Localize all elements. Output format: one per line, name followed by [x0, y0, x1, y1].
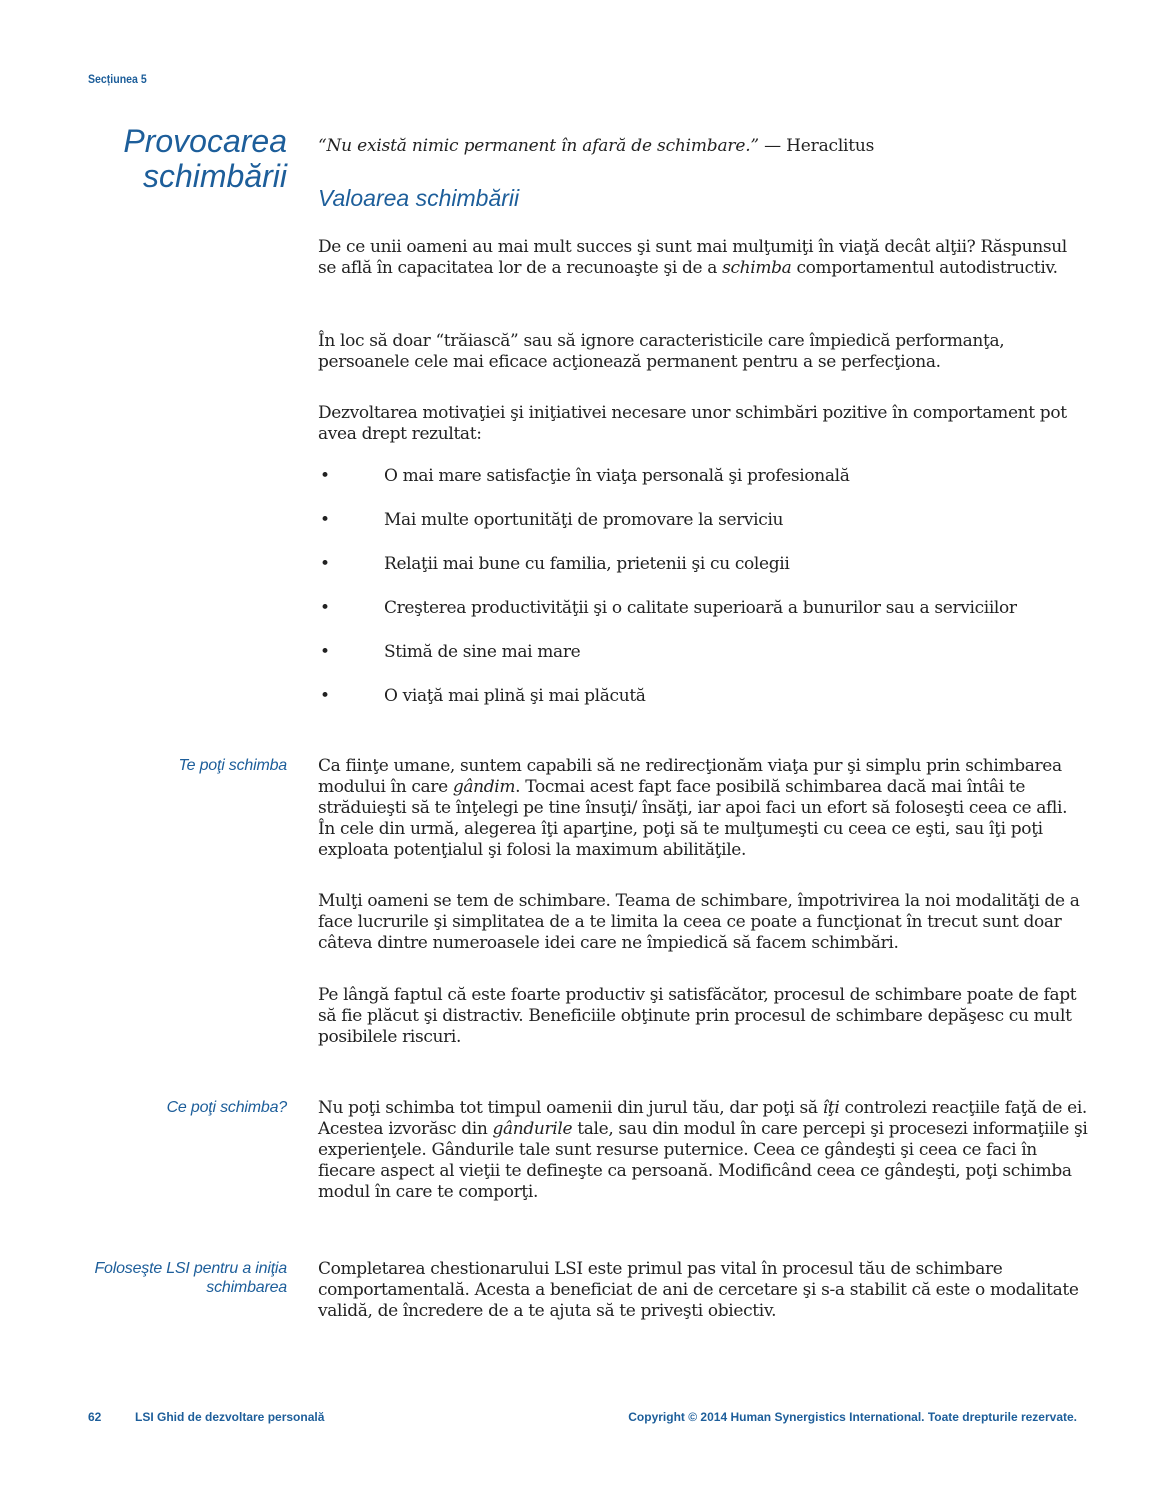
- quote-author: Heraclitus: [786, 136, 875, 156]
- list-item: • Mai multe oportunităţi de promovare la serviciu: [320, 510, 784, 530]
- intro-paragraph-3: Dezvoltarea motivaţiei şi iniţiativei necesare unor schimbări pozitive în comportament pot avea drept rezultat:: [318, 403, 1067, 444]
- epigraph-quote: [318, 134, 874, 158]
- bullet-icon: •: [320, 554, 330, 574]
- bullet-icon: •: [320, 686, 330, 706]
- quote-dash: —: [764, 136, 781, 156]
- change-paragraph-2: Mulţi oameni se tem de schimbare. Teama de schimbare, împotrivirea la noi modalităţi de a face lucrurile şi simplitatea de a te limita la ceea ce poate a funcţionat în trecut sunt doar câteva dintre numeroasele idei care ne împiedică să facem schimbări.: [318, 891, 1080, 953]
- list-item: • Stimă de sine mai mare: [320, 642, 581, 662]
- lsi-paragraph: Completarea chestionarului LSI este primul pas vital în procesul tău de schimbare comportamentală. Acesta a beneficiat de ani de cercetare şi s-a stabilit că este o modalitate validă, de încredere de a te ajuta să te priveşti obiectiv.: [318, 1259, 1079, 1321]
- change-paragraph-1: Ca fiinţe umane, suntem capabili să ne redirecţionăm viaţa pur şi simplu prin schimbarea modului în care gândim. Tocmai acest fapt face posibilă schimbarea dacă mai întâi te străduieşti să te înţelegi pe tine însuţi/ însăţi, iar apoi faci un efort să foloseşti ceea ce afli. În cele din urmă, alegerea îţi aparţine, poţi să te mulţumeşti cu ceea ce eşti, sau îţi poţi exploata potenţialul şi folosi la maximum abilităţile.: [318, 756, 1068, 860]
- benefits-list: [318, 466, 1098, 730]
- page-title: [27, 124, 287, 194]
- list-item: • O mai mare satisfacţie în viaţa personală şi profesională: [320, 466, 850, 486]
- bullet-icon: •: [320, 642, 330, 662]
- side-heading-lsi: Foloseşte LSI pentru a iniţia schimbarea: [94, 1260, 287, 1296]
- page-title-line-2: schimbării: [142, 158, 287, 194]
- bullet-icon: •: [320, 598, 330, 618]
- side-heading-what: Ce poţi schimba?: [166, 1099, 287, 1116]
- page-title-line-1: Provocarea: [123, 123, 287, 159]
- list-item: • O viaţă mai plină şi mai plăcută: [320, 686, 646, 706]
- intro-paragraph-2: În loc să doar “trăiască” sau să ignore caracteristicile care împiedică performanţa, persoanele cele mai eficace acţionează permanent pentru a se perfecţiona.: [318, 331, 1005, 372]
- quote-text: “Nu există nimic permanent în afară de schimbare.”: [318, 136, 759, 156]
- page-number: 62: [88, 1410, 102, 1424]
- change-paragraph-3: Pe lângă faptul că este foarte productiv şi satisfăcător, procesul de schimbare poate de fapt să fie plăcut şi distractiv. Beneficiile obţinute prin procesul de schimbare depăşesc cu mult posibilele riscuri.: [318, 985, 1077, 1047]
- book-title: LSI Ghid de dezvoltare personală: [135, 1410, 325, 1424]
- bullet-icon: •: [320, 510, 330, 530]
- subheading: Valoarea schimbării: [318, 185, 520, 211]
- side-heading-change: Te poţi schimba: [178, 757, 287, 774]
- copyright: Copyright © 2014 Human Synergistics International. Toate drepturile rezervate.: [628, 1410, 1077, 1424]
- what-paragraph: Nu poţi schimba tot timpul oamenii din jurul tău, dar poţi să îţi controlezi reacţiile faţă de ei. Acestea izvorăsc din gândurile tale, sau din modul în care percepi şi procesezi informaţiile şi experienţele. Gândurile tale sunt resurse puternice. Ceea ce gândeşti şi ceea ce faci în fiecare aspect al vieţii te defineşte ca persoană. Modificând ceea ce gândeşti, poţi schimba modul în care te comporţi.: [318, 1098, 1088, 1202]
- list-item: • Creşterea productivităţii şi o calitate superioară a bunurilor sau a serviciilor: [320, 598, 1017, 618]
- intro-paragraph-1: De ce unii oameni au mai mult succes şi sunt mai mulţumiţi în viaţă decât alţii? Răspunsul se află în capacitatea lor de a recunoaşte şi de a schimba comportamentul autodistructiv.: [318, 237, 1067, 278]
- section-label: Secțiunea 5: [88, 72, 147, 86]
- bullet-icon: •: [320, 466, 330, 486]
- list-item: • Relaţii mai bune cu familia, prietenii şi cu colegii: [320, 554, 790, 574]
